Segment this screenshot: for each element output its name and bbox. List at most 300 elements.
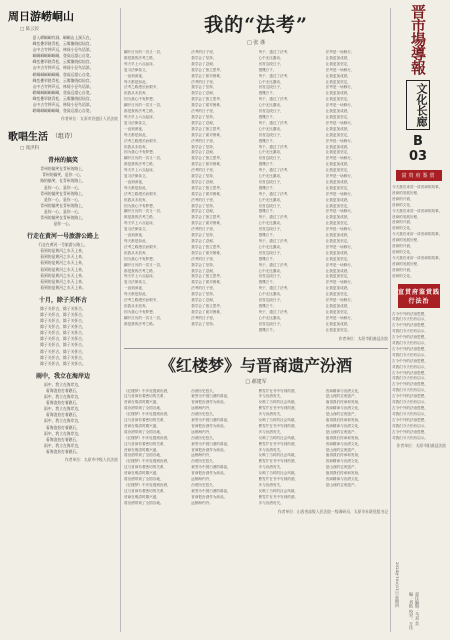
- poem-line: 山中古寺钟声远，林间小径鸟语浓。: [32, 83, 94, 89]
- text-line: 反映了当时的社会风貌，: [258, 418, 299, 423]
- text-line: 对我们今天仍有启示，: [392, 411, 428, 416]
- poem-line: 崂峒峒峒峒峒峒，登高远望心自宽。: [32, 89, 94, 95]
- poem-section-body: [8, 382, 118, 455]
- poem-line: 雨中，我立在海岸边，: [44, 418, 82, 424]
- text-line: 多与汾酒有关，: [258, 429, 284, 434]
- poem-line: 看海浪拍打着礁石，: [45, 387, 81, 393]
- text-line: 是山西的宝贵遗产，: [325, 447, 359, 452]
- text-line: 让我更加成熟，: [325, 268, 351, 273]
- poem-line: 峰峦叠翠绕青松，云雾缭绕似仙宫。: [32, 59, 94, 65]
- footer-date: 2024年10月31日 星期四: [395, 562, 400, 608]
- poem-line: 青州的搞笑，是你一心，: [42, 172, 84, 178]
- text-line: 我学会了面对困难，: [191, 162, 224, 167]
- text-line: 古今中外的法治思想，: [392, 335, 428, 340]
- article2-title: 《红楼梦》与晋商遗产汾酒: [159, 355, 352, 375]
- text-line: 曹雪芹在书中写到的酒，: [258, 494, 299, 499]
- text-line: 终于，通过了法考，: [258, 239, 291, 243]
- text-line: 法考的日子里，: [191, 227, 217, 232]
- article2-author: □ 郝建军: [245, 378, 267, 385]
- poem-section-body: [8, 242, 118, 291]
- text-line: 让我更加成熟，: [325, 55, 351, 60]
- poem-section-body: [8, 306, 118, 367]
- text-line: 心中无比激动，: [258, 103, 284, 108]
- text-line: 终于，通过了法考，: [258, 120, 291, 125]
- text-line: 心中无比激动，: [258, 150, 284, 155]
- text-line: 晋商把汾酒作为商品，: [191, 447, 228, 452]
- poem-line: 除子关怀古，除子关怀古，: [40, 354, 86, 360]
- text-line: 多与汾酒有关，: [258, 483, 284, 487]
- text-line: 但我从未放弃，: [124, 303, 150, 308]
- text-line: 每天早上六点起床，: [124, 168, 157, 173]
- poem-line: 是你一心，是你一心，: [44, 208, 82, 214]
- text-line: 我学会了面对困难，: [191, 73, 224, 78]
- text-line: 《红楼梦》中多处提到汾酒，: [124, 435, 171, 440]
- text-line: 被誉为中国白酒的鼻祖，: [191, 465, 231, 470]
- text-line: 值得我们传承和发扬，: [325, 453, 362, 458]
- text-line: 被誉为中国白酒的鼻祖，: [191, 394, 231, 399]
- text-line: 感慨万千，: [258, 185, 277, 190]
- text-line: 晋商精神与汾酒文化，: [325, 477, 362, 482]
- text-line: 是山西的宝贵遗产。: [325, 483, 359, 487]
- text-line: 每天都是如此，: [124, 79, 150, 84]
- text-column: [124, 50, 186, 334]
- poem-line: 看海浪拍打着礁石，: [45, 412, 81, 418]
- text-column: [191, 389, 253, 507]
- text-line: 我学会了面对困难，: [191, 132, 224, 137]
- text-line: 曹雪芹在书中写到的酒，: [258, 477, 299, 482]
- text-line: 我学会了独立思考，: [191, 126, 224, 131]
- poem-line: 青州的搞笑在青州的路上，: [40, 166, 86, 172]
- text-line: 反映了当时的社会风貌，: [258, 471, 299, 476]
- text-line: 让我更加坚定，: [325, 150, 351, 155]
- text-line: 我学会了坚持，: [191, 174, 217, 179]
- text-line: 古今中外的法治思想，: [392, 370, 428, 375]
- text-line: 将汾酒带到了全国各地，: [124, 406, 164, 411]
- text-line: 曹雪芹在书中写到的酒，: [258, 441, 299, 446]
- text-line: 古今中外的法治思想，: [392, 311, 428, 316]
- text-line: 让我更加成熟，: [325, 215, 351, 220]
- text-line: 古今中外的法治思想，: [392, 394, 428, 399]
- text-line: 我学会了独立思考，: [191, 156, 224, 161]
- main-column: [124, 8, 388, 636]
- text-line: 终于，通过了法考，: [258, 97, 291, 102]
- text-line: 终于，通过了法考，: [258, 73, 291, 78]
- text-line: 古今中外的法治思想，: [392, 417, 428, 422]
- text-line: 汾酒历史悠久，: [191, 412, 217, 417]
- text-line: 但我从未放弃，: [124, 91, 150, 96]
- text-line: 我学会了忍耐，: [191, 61, 217, 66]
- divider-right: [390, 8, 391, 632]
- article2-note: 作者单位：山西省高级人民法院一级调研员、太原市社联党组书记: [277, 508, 388, 514]
- text-line: 晋商在明清时期兴盛，: [124, 400, 160, 405]
- poem-line: 除子关怀古，除子关怀古，: [40, 342, 86, 348]
- poem1-note: 作者单位：太原市仍盛区人民法院: [61, 116, 118, 122]
- text-line: 对我们今天仍有启示，: [392, 352, 428, 357]
- text-line: 多与汾酒有关，: [258, 394, 284, 399]
- text-line: 一直到深夜，: [124, 73, 146, 78]
- text-line: 对我们今天仍有启示，: [392, 400, 428, 405]
- text-line: 心中无比激动，: [258, 315, 284, 320]
- article2-body: [124, 389, 388, 507]
- text-line: 让我更加成熟，: [325, 321, 351, 326]
- poem-line: 峰峦叠翠绕青松，云雾缭绕似仙宫。: [32, 41, 94, 47]
- text-line: 汾酒历史悠久，: [191, 435, 217, 440]
- text-line: 终于，通过了法考，: [258, 191, 291, 196]
- divider-left: [120, 8, 121, 632]
- text-line: 因为我心中有梦想，: [124, 150, 157, 155]
- text-line: 我学会了坚持，: [191, 262, 217, 267]
- text-line: 对我们今天仍有启示，: [392, 341, 428, 346]
- text-line: 法考是一场修行，: [325, 191, 355, 196]
- text-line: 法考是一场修行，: [325, 244, 355, 249]
- text-line: 每天都是如此，: [124, 292, 150, 297]
- text-line: 法考是一场修行，: [325, 174, 355, 179]
- text-line: 复习法律条文，: [124, 227, 150, 232]
- text-line: 让我更加坚定，: [325, 274, 351, 279]
- text-line: 法考是一场修行，: [325, 298, 355, 303]
- text-line: 都是我的法考之路，: [124, 55, 157, 60]
- text-line: 我学会了忍耐，: [191, 179, 217, 184]
- poem-line: 行走在黄河一号旅游公路上，: [38, 242, 88, 248]
- text-line: 对我们今天仍有启示。: [392, 435, 428, 440]
- left-column: [8, 8, 118, 636]
- text-line: 晋商的文化，: [392, 226, 414, 231]
- text-line: 每天早上六点起床，: [124, 114, 157, 119]
- text-line: 感慨万千，: [258, 138, 277, 143]
- text-line: 法考是一场修行，: [325, 227, 355, 232]
- text-line: 晋商的发展历程，: [392, 261, 421, 266]
- side-note: 作者单位：太原市阳曲县法院: [396, 443, 446, 449]
- text-line: 每天早上六点起床，: [124, 61, 157, 66]
- text-line: 反映了当时的社会风貌，: [258, 453, 299, 458]
- text-line: 晋商精神与汾酒文化，: [325, 459, 362, 464]
- text-line: 我学会了忍耐，: [191, 150, 217, 155]
- text-line: 对我们今天仍有启示，: [392, 329, 428, 334]
- text-line: 让我更加成熟，: [325, 126, 351, 131]
- text-line: 让我更加成熟，: [325, 162, 351, 167]
- text-line: 被誉为中国白酒的鼻祖，: [191, 418, 231, 423]
- text-line: 值得我们传承和发扬，: [325, 400, 362, 405]
- text-line: 法考是一场修行，: [325, 262, 355, 267]
- text-line: 心中无比激动，: [258, 221, 284, 226]
- text-line: 我学会了独立思考，: [191, 215, 224, 220]
- text-line: 回首这段日子，: [258, 132, 284, 137]
- poem1-title: 周日游崂峒山: [8, 10, 74, 23]
- text-line: 但我从未放弃，: [124, 250, 150, 255]
- text-line: 晋商精神与汾酒文化，: [325, 406, 362, 411]
- text-line: 终于，通过了法考，: [258, 50, 291, 54]
- text-line: 复习法律条文，: [124, 120, 150, 125]
- poem-line: 看海浪拍打着礁石，: [45, 436, 81, 442]
- text-line: 翻开日历的一页又一页，: [124, 262, 164, 267]
- text-line: 我学会了面对困难，: [191, 103, 224, 108]
- text-line: 晋商精神与汾酒文化，: [325, 423, 362, 428]
- text-line: 终于，通过了法考，: [258, 144, 291, 149]
- text-line: 对我们今天仍有启示，: [392, 317, 428, 322]
- text-line: 晋商在明清时期兴盛，: [124, 494, 160, 499]
- text-line: 心中无比激动，: [258, 268, 284, 273]
- text-line: 回首这段日子，: [258, 298, 284, 303]
- text-line: 法考是一场修行，: [325, 67, 355, 72]
- text-line: 晋商的兴衰，: [392, 196, 414, 201]
- text-line: 古今中外的法治思想，: [392, 429, 428, 434]
- poem2-note: 作者单位：太原市中级人民法院: [64, 456, 118, 462]
- poem-section-heading: 雨中，我立在海岸边: [35, 372, 90, 380]
- text-line: 复习法律条文，: [124, 280, 150, 285]
- text-line: 晋商的发展历程，: [392, 214, 421, 219]
- text-line: 让我更加坚定，: [325, 292, 351, 297]
- text-line: 法考之路漫长而艰辛，: [124, 244, 160, 249]
- text-line: 法考是一场修行，: [325, 138, 355, 143]
- text-line: 晋商的文化，: [392, 249, 414, 254]
- poem1-lines: [8, 35, 118, 114]
- poem-section-heading: 十月，除子关怀古: [38, 296, 87, 304]
- text-line: 让我更加成熟，: [325, 286, 351, 291]
- text-line: 终于，通过了法考，: [258, 168, 291, 173]
- text-column: [326, 389, 388, 507]
- text-line: 古今中外的法治思想，: [392, 382, 428, 387]
- text-line: 每天都是如此，: [124, 132, 150, 137]
- text-line: 心中无比激动，: [258, 244, 284, 249]
- text-line: 感慨万千，: [258, 256, 277, 261]
- text-line: 让我更加成熟，: [325, 233, 351, 238]
- text-line: 古今中外的法治思想，: [392, 358, 428, 363]
- text-line: 终于，通过了法考，: [258, 286, 291, 291]
- poem-line: 除子关怀古，除子关怀古，: [40, 348, 86, 354]
- text-line: 我学会了独立思考，: [191, 274, 224, 279]
- text-line: 对我们今天仍有启示，: [392, 376, 428, 381]
- text-line: 今天我们来讲一讲晋商的故事，: [392, 208, 443, 213]
- text-line: 让我更加成熟，: [325, 303, 351, 308]
- text-line: 一直到深夜，: [124, 233, 146, 238]
- poem-line: 除子关怀古，除子关怀古，: [40, 318, 86, 324]
- text-line: 法考的日子里，: [191, 109, 217, 114]
- text-column: [326, 50, 388, 334]
- text-line: 每天早上六点起床，: [124, 274, 157, 279]
- text-line: 晋商的兴衰，: [392, 244, 414, 249]
- text-line: 感慨万千，: [258, 280, 277, 285]
- poem-line: 青州的搞笑在青州的路上，: [40, 202, 86, 208]
- red-label: 富贵府鉴赏: [396, 170, 442, 181]
- text-line: 每天早上六点起床，: [124, 221, 157, 226]
- text-line: 让我更加成熟，: [325, 73, 351, 78]
- poem-line: 看到的是黄河之水天上来，: [40, 254, 86, 260]
- poem-line: 除子关怀古，除子关怀古。: [40, 360, 86, 366]
- section-name: 文化长廊: [406, 80, 430, 130]
- text-line: 每天都是如此，: [124, 185, 150, 190]
- poem-line: 除子关怀古，除子关怀古，: [40, 305, 86, 311]
- text-line: 法考的日子里，: [191, 138, 217, 143]
- text-line: 曹雪芹在书中写到的酒，: [258, 423, 299, 428]
- text-line: 晋商的发展历程，: [392, 190, 421, 195]
- text-line: 都是我的法考之路，: [124, 162, 157, 167]
- text-line: 晋商的文化，: [392, 202, 414, 207]
- poem-line: 看海浪拍打着礁石。: [45, 448, 81, 454]
- text-line: 法考的日子里，: [191, 256, 217, 261]
- text-line: 法考的日子里，: [191, 315, 217, 320]
- poem-line: 峰峦叠翠绕青松，云雾缭绕似仙宫。: [32, 95, 94, 101]
- text-line: 法考是一场修行，: [325, 103, 355, 108]
- text-line: 多与汾酒有关。: [258, 500, 284, 505]
- text-line: 晋商把汾酒作为商品，: [191, 400, 228, 405]
- article-divider: [124, 348, 388, 349]
- poem-line: 雨中，我立在海岸边，: [44, 394, 82, 400]
- text-line: 回首这段日子，: [258, 109, 284, 114]
- masthead-logo: 晋市場導報: [409, 4, 427, 74]
- poem-line: 青州的搞笑在青州的路上，: [40, 190, 86, 196]
- text-line: 复习法律条文，: [124, 67, 150, 72]
- text-line: 将汾酒带到了全国各地，: [124, 453, 164, 458]
- text-line: 都是我的法考之路，: [124, 215, 157, 220]
- text-line: 对我们今天仍有启示，: [392, 388, 428, 393]
- text-line: 让我更加坚定，: [325, 203, 351, 208]
- text-line: 这与晋商有着密切的关系，: [124, 441, 168, 446]
- poem-line: 看到的是黄河之水天上来，: [40, 278, 86, 284]
- text-line: 我学会了独立思考，: [191, 97, 224, 102]
- poem1: [8, 8, 118, 122]
- text-line: 都是我的法考之路。: [124, 321, 157, 326]
- text-line: 让我更加成熟，: [325, 197, 351, 202]
- text-line: 心中无比激动，: [258, 79, 284, 84]
- text-line: 一直到深夜，: [124, 126, 146, 131]
- text-line: 晋商在明清时期兴盛，: [124, 447, 160, 452]
- text-line: 翻开日历的一页又一页，: [124, 103, 164, 108]
- text-line: 晋商在明清时期兴盛，: [124, 471, 160, 476]
- text-line: 让我更加坚定，: [325, 239, 351, 243]
- text-line: 法考是一场修行，: [325, 280, 355, 285]
- text-line: 因为我心中有梦想，: [124, 256, 157, 261]
- text-line: 让我更加坚定，: [325, 256, 351, 261]
- text-line: 心中无比激动，: [258, 197, 284, 202]
- poem-line: 路的搞笑，在青州的路上，: [40, 178, 86, 184]
- text-line: 翻开日历的一页又一页，: [124, 315, 164, 320]
- text-line: 晋商的发展历程，: [392, 238, 421, 243]
- text-line: 汾酒历史悠久，: [191, 459, 217, 464]
- poem-line: 崂峒峒峒峒峒峒，登高远望心自宽。: [32, 108, 94, 114]
- text-line: 我学会了独立思考，: [191, 67, 224, 72]
- text-line: 晋商在明清时期兴盛，: [124, 423, 160, 428]
- text-line: 晋商精神与汾酒文化，: [325, 388, 362, 393]
- text-line: 曹雪芹在书中写到的酒，: [258, 388, 299, 393]
- text-line: 值得我们传承和发扬，: [325, 435, 362, 440]
- text-line: 远销海内外，: [191, 453, 213, 458]
- text-line: 《红楼梦》中多处提到汾酒，: [124, 388, 171, 393]
- text-line: 远销海内外，: [191, 406, 213, 411]
- text-line: 回首这段日子，: [258, 85, 284, 90]
- text-line: 法考是一场修行，: [325, 85, 355, 90]
- poem-line: 是你一心。: [53, 221, 73, 227]
- text-line: 让我更加坚定，: [325, 132, 351, 137]
- text-line: 感慨万千，: [258, 67, 277, 72]
- text-line: 让我更加坚定，: [325, 168, 351, 173]
- side-text-2: [392, 312, 446, 442]
- text-line: 我学会了忍耐，: [191, 120, 217, 125]
- text-line: 让我更加坚定，: [325, 61, 351, 66]
- text-line: 我学会了独立思考，: [191, 244, 224, 249]
- text-line: 这与晋商有着密切的关系，: [124, 488, 168, 493]
- text-line: 感慨万千，: [258, 233, 277, 238]
- poem2: [8, 128, 118, 463]
- poem2-title: 歌唱生活: [8, 132, 48, 144]
- text-line: 我学会了忍耐，: [191, 209, 217, 214]
- text-line: 我学会了面对困难，: [191, 250, 224, 255]
- poem-line: 看海浪拍打着礁石，: [45, 400, 81, 406]
- poem-line: 雨中，我立在海岸边，: [44, 406, 82, 412]
- poem-line: 看到的是黄河之水天上来，: [40, 266, 86, 272]
- text-line: 我学会了坚持。: [191, 321, 217, 326]
- text-line: 法考之路漫长而艰辛，: [124, 191, 160, 196]
- text-line: 回首这段日子，: [258, 179, 284, 184]
- poem-line: 是你一心，是你一心，: [44, 184, 82, 190]
- right-column: [392, 4, 446, 636]
- text-line: 反映了当时的社会风貌，: [258, 435, 299, 440]
- poem-line: 山中古寺钟声远，林间小径鸟语浓。: [32, 47, 94, 53]
- text-line: 回首这段日子，: [258, 321, 284, 326]
- text-line: 《红楼梦》中多处提到汾酒，: [124, 459, 171, 464]
- text-line: 晋商的兴衰，: [392, 220, 414, 225]
- article1-title: 我的“法考”: [204, 14, 308, 36]
- text-line: 感慨万千，: [258, 303, 277, 308]
- text-line: 我学会了面对困难，: [191, 191, 224, 196]
- text-line: 但我从未放弃，: [124, 144, 150, 149]
- text-line: 心中无比激动，: [258, 126, 284, 131]
- text-line: 我学会了忍耐，: [191, 91, 217, 96]
- article2: [124, 353, 388, 515]
- side-text: [392, 185, 446, 280]
- text-line: 感慨万千，: [258, 91, 277, 96]
- text-line: 终于，通过了法考，: [258, 309, 291, 314]
- text-line: 晋商把汾酒作为商品，: [191, 423, 228, 428]
- poem-line: 峒峒峒峒峒峒峒，登高远望心自宽。: [32, 53, 94, 59]
- text-line: 因为我心中有梦想，: [124, 309, 157, 314]
- text-line: 心中无比激动，: [258, 55, 284, 60]
- text-line: 我学会了面对困难，: [191, 280, 224, 285]
- text-line: 今天我们来讲一讲晋商的故事，: [392, 255, 443, 260]
- text-line: 被誉为中国白酒的鼻祖，: [191, 441, 231, 446]
- text-line: 汾酒历史悠久，: [191, 483, 217, 487]
- text-line: 终于，通过了法考，: [258, 262, 291, 267]
- text-line: 曹雪芹在书中写到的酒，: [258, 459, 299, 464]
- text-line: 法考是一场修行，: [325, 156, 355, 161]
- footer-editor: 责任编辑：马双 美编：刘艳 校对：万佳: [409, 592, 420, 630]
- text-line: 感慨万千，: [258, 162, 277, 167]
- text-line: 这与晋商有着密切的关系，: [124, 465, 168, 470]
- text-line: 让我更加坚定，: [325, 185, 351, 190]
- text-line: 晋商把汾酒作为商品，: [191, 471, 228, 476]
- article1-note: 作者单位：太原市阳曲县法院: [338, 335, 388, 341]
- text-line: 我学会了面对困难，: [191, 309, 224, 314]
- poem-section-body: [8, 166, 118, 227]
- text-line: 将汾酒带到了全国各地，: [124, 477, 164, 482]
- text-line: 晋商的兴衰，: [392, 267, 414, 272]
- text-line: 远销海内外，: [191, 477, 213, 482]
- text-line: 我学会了忍耐，: [191, 239, 217, 243]
- text-column: [124, 389, 186, 507]
- text-line: 值得我们传承和发扬，: [325, 471, 362, 476]
- text-line: 法考之路漫长而艰辛，: [124, 298, 160, 303]
- text-column: [259, 389, 321, 507]
- poem-section-heading: 行走在黄河一号旅游公路上: [26, 233, 99, 241]
- poem-line: 山中古寺钟声远，林间小径鸟语浓。: [32, 65, 94, 71]
- text-line: 但我从未放弃，: [124, 197, 150, 202]
- poem2-subtitle: （组诗）: [52, 133, 77, 141]
- text-line: 古今中外的法治思想，: [392, 346, 428, 351]
- text-line: 反映了当时的社会风貌，: [258, 488, 299, 493]
- text-line: 《红楼梦》中多处提到汾酒，: [124, 412, 171, 417]
- text-line: 回首这段日子，: [258, 61, 284, 66]
- text-line: 因为我心中有梦想，: [124, 97, 157, 102]
- text-line: 我学会了忍耐，: [191, 268, 217, 273]
